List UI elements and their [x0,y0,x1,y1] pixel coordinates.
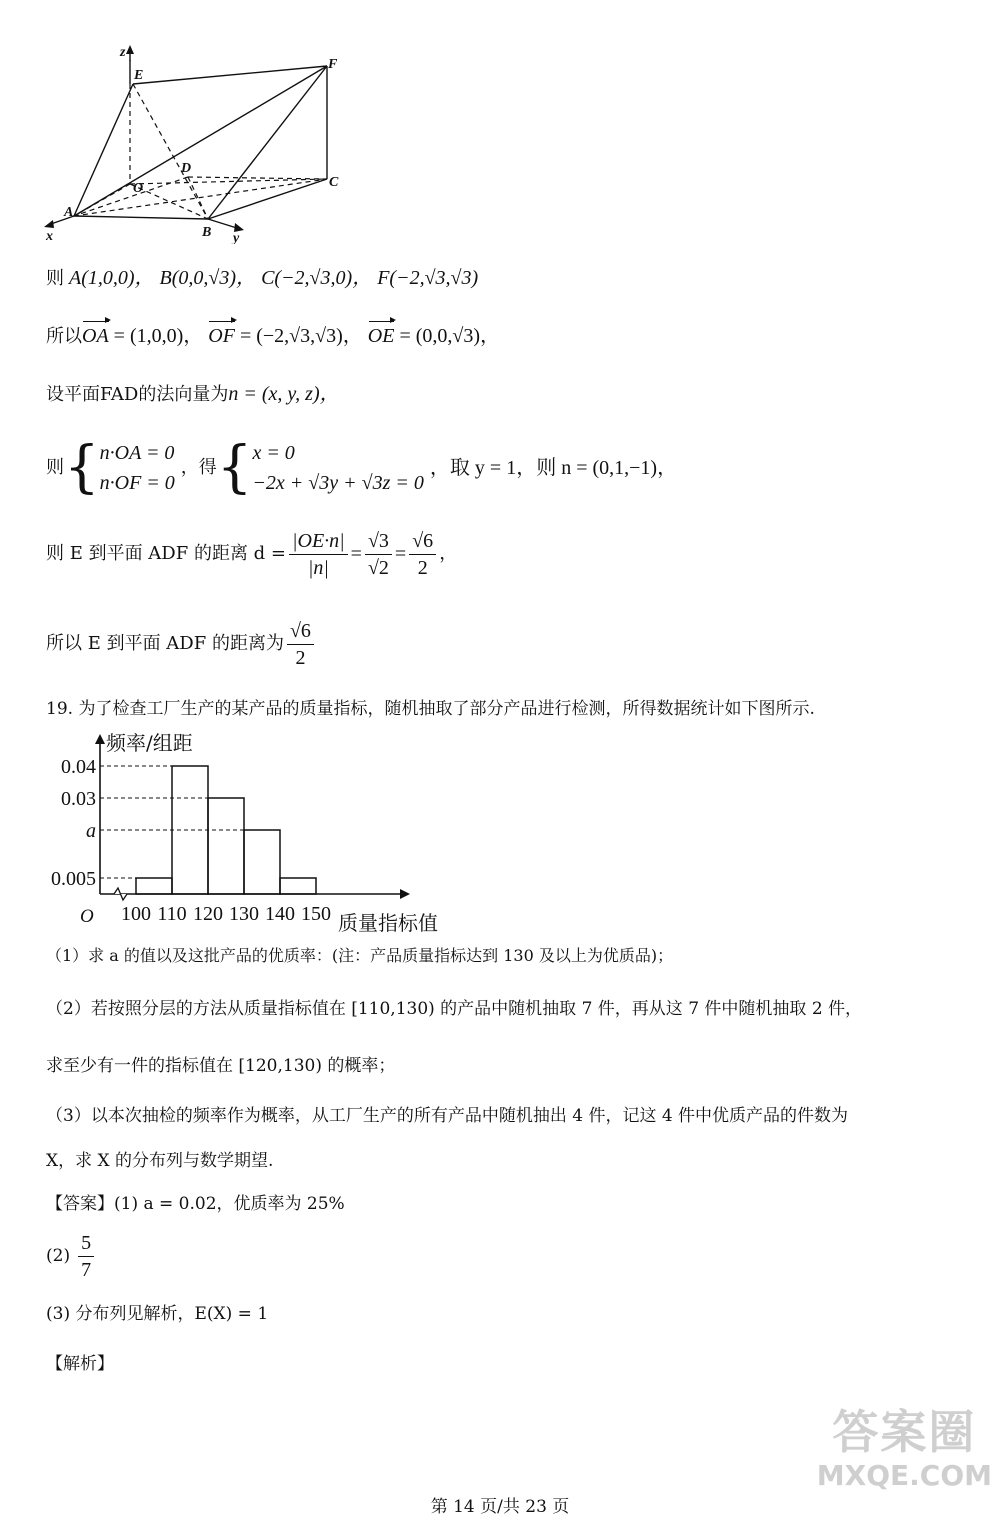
distance-3-denominator: 2 [417,556,428,579]
axis-break [114,888,127,900]
y-axis-label: 频率/组距 [106,731,193,755]
vectors-prefix: 所以 [46,326,82,347]
distance-prefix: 则 E 到平面 ADF 的距离 d = [46,543,286,564]
answer-2-denominator: 7 [81,1258,92,1281]
coord-c: C(−2,√3,0)， [261,267,373,289]
question-19-part-2-cont: 求至少有一件的指标值在 [120,130) 的概率； [46,1056,396,1076]
point-f-label: F [328,57,338,72]
coord-b: B(0,0,√3)， [159,267,257,289]
question-19-part-3-cont: X，求 X 的分布列与数学期望. [46,1151,274,1171]
point-a-label: A [64,205,74,220]
system-1-eq-b: n·OF = 0 [99,472,175,494]
distance-fraction-3 [409,528,436,581]
point-d-label: D [181,161,192,176]
question-19-part-2: （2）若按照分层的方法从质量指标值在 [110,130) 的产品中随机抽取 7 件，再从这 7 件中随机抽取 2 件， [46,999,863,1019]
histogram-bar [280,878,316,894]
point-c-label: C [329,175,339,190]
normal-text: 设平面FAD的法向量为 [46,384,229,405]
solid-geometry-figure [30,44,390,244]
coord-a: A(1,0,0)， [69,267,155,289]
normal-vector: n = (x, y, z)， [228,383,340,405]
question-19-part-3: （3）以本次抽检的频率作为概率，从工厂生产的所有产品中随机抽出 4 件，记这 4 件中优质产品的件数为 [46,1106,849,1126]
system-1 [100,438,175,498]
origin-label: O [80,906,94,927]
y-tick-label: 0.03 [61,788,96,810]
watermark-logo [817,1404,992,1492]
vectors-line [46,324,500,349]
conclusion-fraction [287,618,314,671]
normal-vector-line [46,382,340,407]
question-19-stem: 19. 为了检查工厂生产的某产品的质量指标，随机抽取了部分产品进行检测，所得数据统计如下图所示. [46,699,815,719]
y-tick-label: 0.005 [51,868,96,890]
y-tick-label: a [86,820,96,842]
x-tick-label: 150 [301,903,331,925]
x-tick-label: 110 [157,903,187,925]
system-1-eq-a: n·OA = 0 [99,442,175,464]
page-footer: 第 14 页/共 23 页 [430,1497,570,1517]
distance-end: ， [439,543,458,564]
histogram-bar [244,830,280,894]
y-tick-label: 0.04 [61,756,96,778]
vector-oa: OA [82,325,109,347]
answer-line-2 [46,1228,97,1284]
system-2-eq-a: x = 0 [252,442,295,464]
coords-prefix: 则 [46,268,64,289]
point-e-label: E [134,68,144,83]
histogram-bar [208,798,244,894]
vector-oa-value: = (1,0,0)， [108,325,204,347]
axis-z-label: z [120,45,126,60]
axis-y-label: y [233,231,240,244]
x-tick-label: 120 [193,903,223,925]
x-tick-label: 100 [121,903,151,925]
question-19-part-1: （1）求 a 的值以及这批产品的优质率：(注：产品质量指标达到 130 及以上为优质品)； [46,946,674,965]
point-b-label: B [202,225,212,240]
system-2 [252,438,423,498]
distance-3-numerator: √6 [409,528,436,555]
equation-system-line [46,432,677,504]
answer-2-fraction [78,1230,94,1283]
system-mid-text: ，得 [180,457,217,478]
vector-oe-value: = (0,0,√3)， [394,325,501,347]
coordinates-line [46,266,478,291]
watermark-line-2: MXQE.COM [816,1459,992,1492]
conclusion-line [46,614,317,674]
x-tick-label: 140 [265,903,295,925]
distance-fraction-2 [365,528,392,581]
answer-line-1 [46,1192,345,1216]
answer-2-numerator: 5 [78,1230,94,1257]
x-axis-label: 质量指标值 [338,911,438,935]
conclusion-numerator: √6 [287,618,314,645]
vector-of: OF [208,325,235,347]
distance-2-denominator: √2 [367,556,389,579]
distance-fraction [289,528,348,581]
distance-2-numerator: √3 [365,528,392,555]
answer-1: (1) a = 0.02，优质率为 25% [114,1194,345,1214]
vector-of-value: = (−2,√3,√3)， [234,325,363,347]
coord-f: F(−2,√3,√3) [377,267,479,289]
watermark-line-1: 答案圈 [832,1405,977,1459]
histogram-chart [40,726,460,938]
conclusion-denominator: 2 [295,646,306,669]
vector-oe: OE [367,325,395,347]
answer-2-prefix: (2) [46,1246,71,1266]
analysis-label: 【解析】 [46,1354,114,1374]
answer-line-3: (3) 分布列见解析，E(X) = 1 [46,1304,269,1324]
system-2-eq-b: −2x + √3y + √3z = 0 [252,472,424,494]
x-tick-label: 130 [229,903,259,925]
axis-x-label: x [46,229,53,244]
system-prefix: 则 [46,457,64,478]
distance-denominator: |n| [307,556,329,579]
distance-line: 则 E 到平面 ADF 的距离 d = $\frac{|OE\cdot n|}{|n|}$ = $\frac{√3}{√2}$ = $\frac{√6}{2}$ ， [46,529,458,579]
answer-label: 【答案】 [46,1194,114,1214]
system-end-text: ，取 y = 1，则 n = (0,1,−1)， [429,457,678,479]
left-brace-2: { [216,435,253,500]
point-o-label: O [133,181,144,196]
left-brace-1: { [64,435,100,500]
x-axis-arrow [400,889,410,899]
y-axis-arrow [95,734,105,744]
conclusion-prefix: 所以 E 到平面 ADF 的距离为 [46,633,284,654]
distance-numerator: |OE·n| [289,528,348,555]
histogram-bar [136,878,172,894]
